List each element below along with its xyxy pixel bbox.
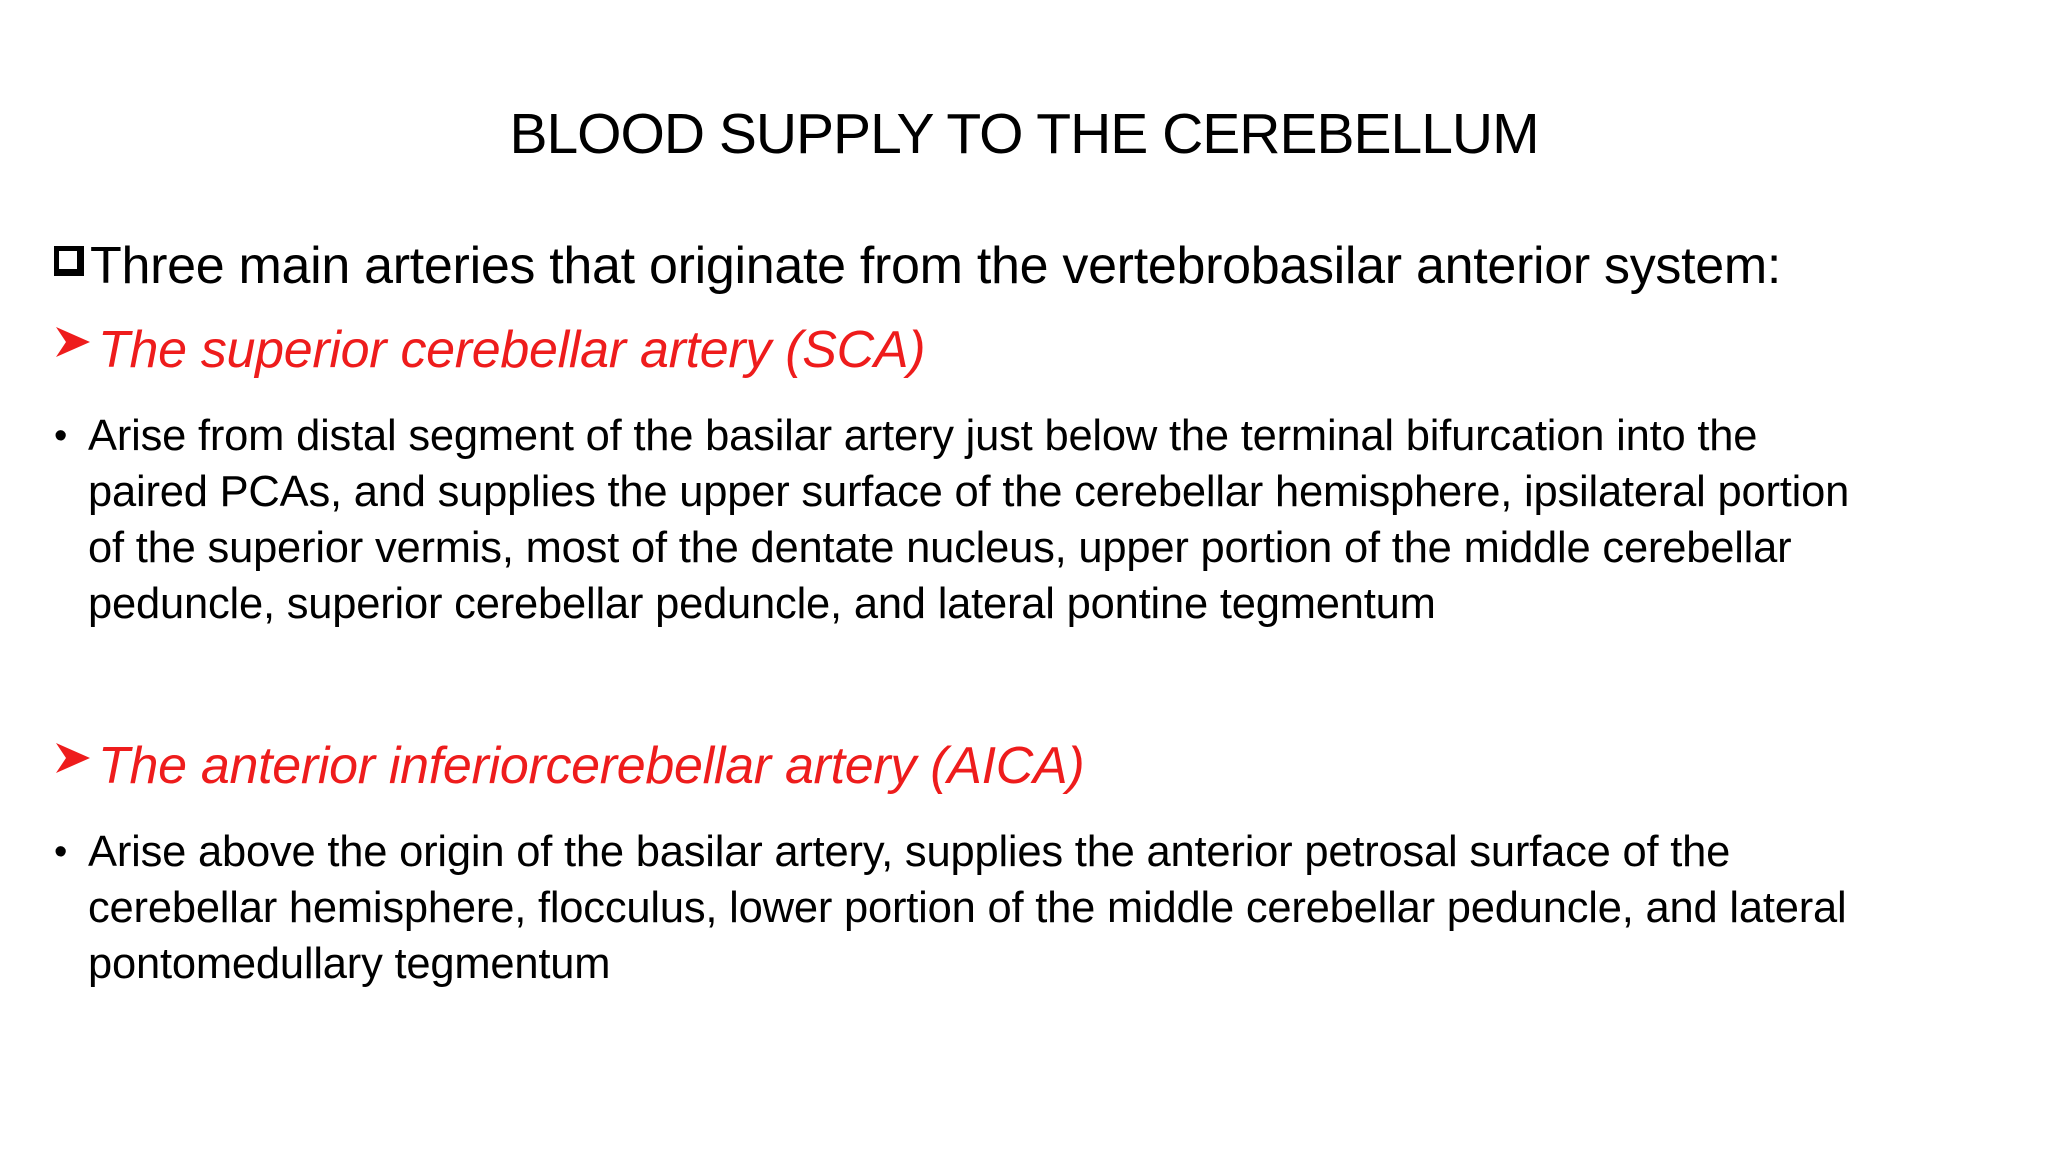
section-heading-sca [54,318,925,382]
round-bullet-icon: • [54,831,68,873]
text-line: cerebellar hemisphere, flocculus, lower portion of the middle cerebellar peduncle, and lateral [88,884,1847,932]
slide-title: BLOOD SUPPLY TO THE CEREBELLUM [509,102,1539,166]
intro-text: Three main arteries that originate from the vertebrobasilar anterior system: [90,237,1782,295]
text-line: peduncle, superior cerebellar peduncle, and lateral pontine tegmentum [88,580,1436,628]
arrowhead-bullet-icon [54,325,92,359]
sca-description [54,408,2044,632]
round-bullet-icon: • [54,415,68,457]
text-line: of the superior vermis, most of the dentate nucleus, upper portion of the middle cerebellar [88,524,1792,572]
arrowhead-bullet-icon [54,741,92,775]
text-line: Arise above the origin of the basilar artery, supplies the anterior petrosal surface of the [88,828,1731,876]
intro-bullet-item [54,234,2044,298]
square-checkbox-bullet-icon [54,246,84,276]
aica-description-text [88,824,2044,992]
aica-description [54,824,2044,992]
text-line: paired PCAs, and supplies the upper surface of the cerebellar hemisphere, ipsilateral portion [88,468,1850,516]
text-line: pontomedullary tegmentum [88,940,611,988]
section-heading-text: The anterior inferiorcerebellar artery (AICA) [98,737,1085,795]
arrowhead-bullet-icon-svg [54,325,92,359]
section-heading-aica [54,734,1084,798]
sca-description-text [88,408,2044,632]
text-line: Arise from distal segment of the basilar artery just below the terminal bifurcation into the [88,412,1758,460]
arrowhead-bullet-icon-svg [54,741,92,775]
section-heading-text: The superior cerebellar artery (SCA) [98,321,926,379]
